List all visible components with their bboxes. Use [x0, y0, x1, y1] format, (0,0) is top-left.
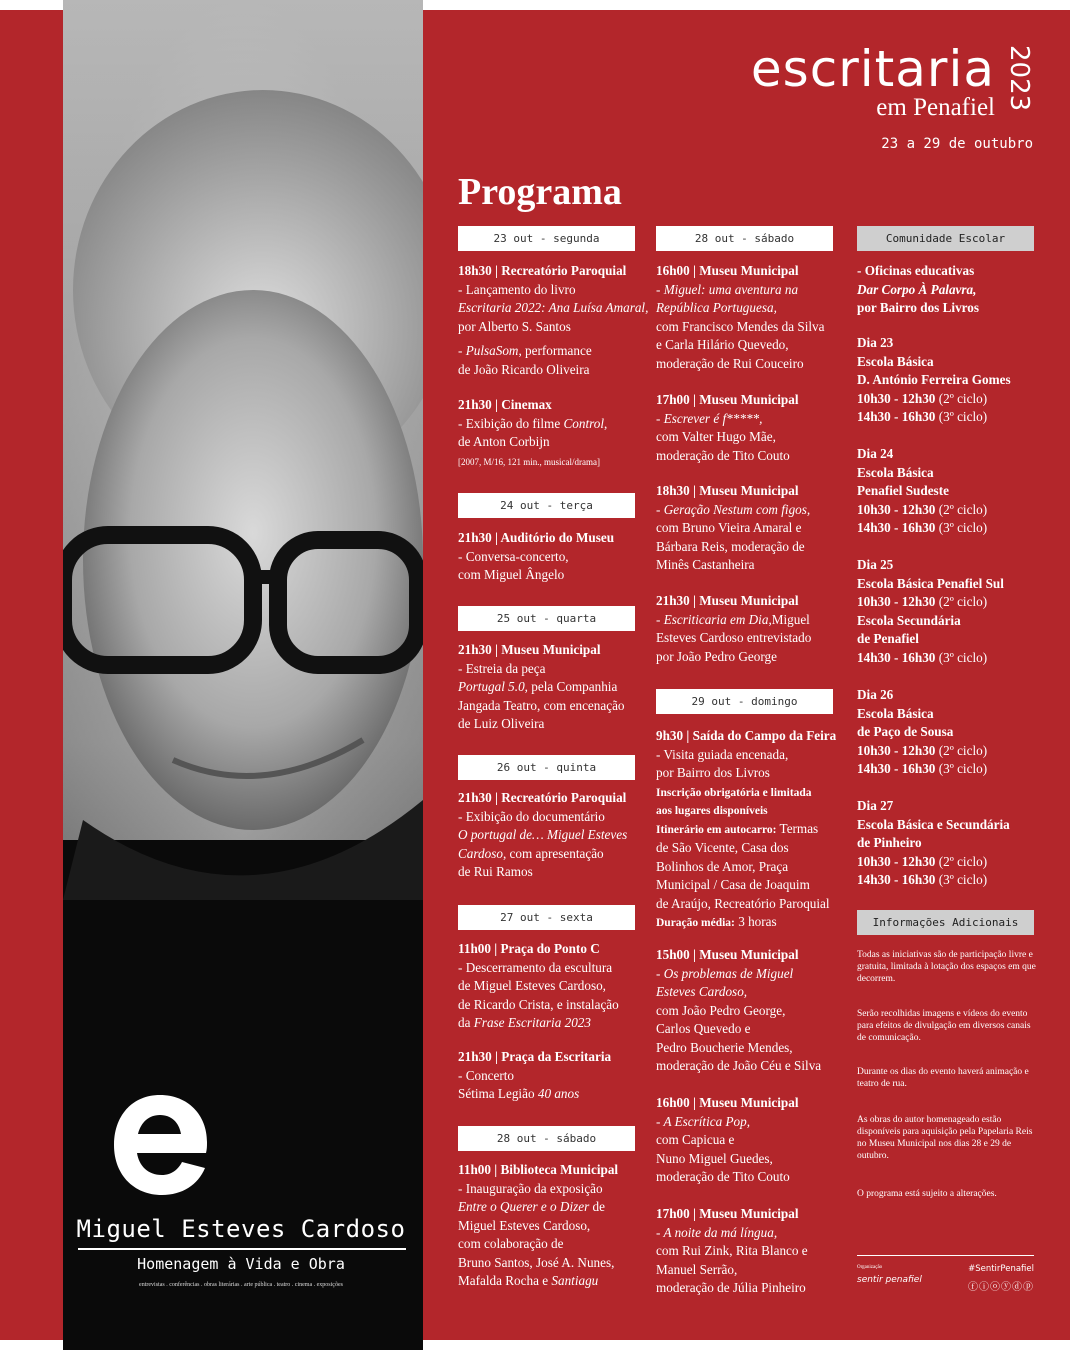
event-time-venue: 18h30 | Recreatório Paroquial: [458, 263, 627, 278]
school-cycle: (3º ciclo): [935, 872, 988, 887]
event-card: [458, 940, 619, 1033]
event-line: - A noite da má língua,: [656, 1224, 778, 1240]
event-line: - Escriticaria em Dia: [656, 611, 769, 627]
event-card: [656, 262, 824, 373]
day-header-28-morning: 28 out - sábado: [458, 1126, 635, 1151]
school-time: 10h30 - 12h30: [857, 742, 936, 758]
event-line: - Os problemas de Miguel: [656, 965, 794, 981]
school-name: Escola Básica: [857, 705, 934, 721]
event-time-venue: 15h00 | Museu Municipal: [656, 947, 799, 962]
event-line: - Exibição do filme: [458, 415, 564, 431]
hashtag: #SentirPenafiel: [968, 1264, 1034, 1274]
brand-name: escritaria: [750, 40, 995, 98]
event-line: moderação de Rui Couceiro: [656, 355, 804, 371]
workshop-line: por Bairro dos Livros: [857, 300, 980, 315]
event-line: - A Escrítica Pop,: [656, 1113, 751, 1129]
school-name: Escola Básica Penafiel Sul: [857, 575, 1004, 591]
event-line: Esteves Cardoso entrevistado: [656, 630, 812, 645]
school-cycle: (2º ciclo): [935, 501, 988, 517]
event-line: - Miguel: uma aventura na: [656, 281, 799, 297]
event-line: com Rui Zink, Rita Blanco e: [656, 1243, 808, 1258]
event-line: Frase Escritaria 2023: [473, 1015, 591, 1030]
event-line: com Valter Hugo Mãe,: [656, 429, 776, 444]
event-line: por Alberto S. Santos: [458, 318, 571, 334]
event-line: 3 horas: [734, 914, 777, 929]
day-header-29: 29 out - domingo: [656, 689, 833, 714]
school-name: Penafiel Sudeste: [857, 483, 949, 498]
info-paragraph: O programa está sujeito a alterações.: [857, 1189, 997, 1199]
school-cycle: (2º ciclo): [935, 742, 988, 758]
event-line: Control: [563, 415, 605, 431]
event-time-venue: 9h30 | Saída do Campo da Feira: [656, 728, 837, 743]
event-time-venue: 17h00 | Museu Municipal: [656, 1206, 799, 1221]
school-name: Escola Básica: [857, 353, 934, 369]
page-title: Programa: [458, 171, 622, 213]
event-line: 40 anos: [537, 1086, 580, 1101]
event-line: Portugal 5.0: [458, 679, 525, 694]
school-name: Escola Secundária: [857, 612, 961, 628]
event-line: , performance: [518, 343, 592, 358]
event-card: [458, 396, 607, 470]
event-line: Carlos Quevedo e: [656, 1021, 751, 1036]
school-time: 10h30 - 12h30: [857, 390, 936, 406]
school-name: de Penafiel: [857, 631, 919, 646]
name-divider: [78, 1248, 406, 1250]
event-line: Santiagu: [551, 1273, 599, 1288]
school-cycle: (3º ciclo): [935, 520, 988, 535]
school-time: 14h30 - 16h30: [857, 520, 936, 535]
brand-year-text: 2023: [1004, 45, 1034, 112]
event-line: com João Pedro George,: [656, 1002, 786, 1018]
school-name: Escola Básica: [857, 464, 934, 480]
school-time: 10h30 - 12h30: [857, 594, 936, 609]
event-card: [656, 727, 836, 933]
school-cycle: (3º ciclo): [935, 761, 988, 776]
event-time-venue: 16h00 | Museu Municipal: [656, 263, 799, 278]
honoree-tags: entrevistas . conferências . obras literárias . arte pública . teatro . cinema . exposições: [139, 1282, 343, 1288]
organizer-label: Organização: [857, 1265, 883, 1270]
event-time-venue: 21h30 | Museu Municipal: [458, 642, 601, 657]
event-line: Escritaria 2022: Ana Luísa Amaral,: [458, 300, 649, 315]
school-cycle: (3º ciclo): [935, 649, 988, 665]
honoree-subtitle: Homenagem à Vida e Obra: [137, 1255, 345, 1273]
school-name: D. António Ferreira Gomes: [857, 372, 1011, 387]
footer-divider: [857, 1255, 1034, 1256]
brand-city: em Penafiel: [876, 94, 995, 121]
event-card: [458, 789, 627, 882]
event-line: de Ricardo Crista, e instalação: [458, 996, 619, 1012]
school-day-card: [857, 797, 1010, 890]
workshop-line: Dar Corpo À Palavra,: [857, 281, 977, 297]
event-line: de São Vicente, Casa dos: [656, 840, 789, 855]
event-line: com Capicua e: [656, 1132, 735, 1147]
workshop-line: - Oficinas educativas: [857, 263, 975, 278]
school-day-card: [857, 334, 1011, 427]
event-line: com Bruno Vieira Amaral e: [656, 520, 802, 535]
event-line: - Lançamento do livro: [458, 281, 576, 297]
event-time-venue: 21h30 | Praça da Escritaria: [458, 1049, 612, 1064]
school-time: 10h30 - 12h30: [857, 853, 936, 869]
school-time: 14h30 - 16h30: [857, 409, 936, 424]
school-cycle: (2º ciclo): [935, 390, 988, 406]
additional-info-header: Informações Adicionais: [857, 910, 1034, 935]
school-day: Dia 24: [857, 446, 894, 461]
event-line: Mafalda Rocha e: [458, 1273, 552, 1288]
event-card: [656, 946, 821, 1076]
school-day: Dia 25: [857, 557, 894, 572]
event-line: - Estreia da peça: [458, 660, 546, 676]
school-day-card: [857, 686, 987, 779]
day-header-24: 24 out - terça: [458, 493, 635, 518]
event-time-venue: 17h00 | Museu Municipal: [656, 392, 799, 407]
event-line: - Visita guiada encenada,: [656, 746, 789, 762]
school-cycle: (2º ciclo): [935, 853, 988, 869]
day-header-25: 25 out - quarta: [458, 606, 635, 631]
event-card: [458, 1161, 618, 1291]
school-day: Dia 27: [857, 798, 894, 813]
school-cycle: (2º ciclo): [935, 594, 988, 609]
event-line: - Escrever é f*****,: [656, 410, 763, 426]
event-line: Minês Castanheira: [656, 557, 755, 572]
school-day-card: [857, 556, 1004, 667]
event-card: [458, 529, 614, 585]
event-time-venue: 21h30 | Museu Municipal: [656, 593, 799, 608]
event-line: com Francisco Mendes da Silva: [656, 318, 825, 334]
festival-dates: 23 a 29 de outubro: [881, 136, 1033, 152]
event-line: Nuno Miguel Guedes,: [656, 1150, 773, 1166]
school-time: 14h30 - 16h30: [857, 761, 936, 776]
event-line: - Conversa-concerto,: [458, 548, 569, 564]
event-line: Municipal / Casa de Joaquim: [656, 877, 810, 892]
school-time: 14h30 - 16h30: [857, 872, 936, 887]
event-line: moderação de Tito Couto: [656, 1169, 790, 1184]
brand-year: [1000, 45, 1034, 125]
event-card: [458, 262, 648, 379]
school-cycle: (3º ciclo): [935, 409, 988, 424]
event-line: Bruno Santos, José A. Nunes,: [458, 1254, 615, 1270]
event-line: ,Miguel: [768, 611, 810, 627]
event-line: Duração média:: [656, 917, 735, 929]
school-name: de Paço de Sousa: [857, 724, 954, 739]
event-line: ,: [604, 415, 608, 431]
event-line: , pela Companhia: [524, 679, 618, 694]
event-card: [656, 592, 811, 666]
event-time-venue: 21h30 | Auditório do Museu: [458, 530, 615, 545]
event-line: , com apresentação: [502, 845, 604, 861]
event-card: [656, 1094, 799, 1187]
event-line: de Luiz Oliveira: [458, 716, 545, 731]
info-paragraph: As obras do autor homenageado estão disponíveis para aquisição pela Papelaria Reis no Museu Municipal nos dias 28 e 29 de outubro.: [857, 1115, 1033, 1161]
event-time-venue: 18h30 | Museu Municipal: [656, 483, 799, 498]
event-line: de Rui Ramos: [458, 864, 533, 879]
event-line: moderação de Júlia Pinheiro: [656, 1280, 806, 1295]
day-header-28: 28 out - sábado: [656, 226, 833, 251]
day-header-26: 26 out - quinta: [458, 755, 635, 780]
event-line: Cardoso: [458, 845, 503, 861]
event-line: de Miguel Esteves Cardoso,: [458, 978, 606, 993]
event-line: por João Pedro George: [656, 648, 777, 664]
school-time: 10h30 - 12h30: [857, 501, 936, 517]
school-name: de Pinheiro: [857, 835, 922, 850]
event-line: de Anton Corbijn: [458, 434, 550, 449]
workshop-card: [857, 262, 979, 318]
day-header-23: 23 out - segunda: [458, 226, 635, 251]
event-line: Bárbara Reis, moderação de: [656, 538, 805, 554]
event-card: [656, 1205, 808, 1298]
event-line: - Descerramento da escultura: [458, 959, 613, 975]
event-line: República Portuguesa,: [656, 300, 777, 315]
event-time-venue: 11h00 | Praça do Ponto C: [458, 941, 600, 956]
event-line: Entre o Querer e o Dizer: [458, 1199, 590, 1214]
event-line: - PulsaSom: [458, 343, 519, 358]
event-line: Inscrição obrigatória e limitada: [656, 786, 812, 799]
event-line: Termas: [776, 820, 819, 836]
event-line: Esteves Cardoso,: [656, 984, 748, 999]
event-line: - Concerto: [458, 1067, 515, 1083]
event-line: e Carla Hilário Quevedo,: [656, 337, 789, 352]
event-card: [656, 482, 810, 575]
event-line: aos lugares disponíveis: [656, 805, 768, 817]
event-time-venue: 16h00 | Museu Municipal: [656, 1095, 799, 1110]
honoree-name: Miguel Esteves Cardoso: [76, 1215, 406, 1243]
event-line: moderação de Tito Couto: [656, 447, 790, 463]
school-community-header: Comunidade Escolar: [857, 226, 1034, 251]
escritaria-e-logo: [110, 1090, 210, 1200]
event-line: - Inauguração da exposição: [458, 1180, 603, 1196]
event-line: Bolinhos de Amor, Praça: [656, 858, 789, 874]
event-line: moderação de João Céu e Silva: [656, 1058, 822, 1073]
social-icons: ⓕⓘⓞⓨⓓⓟ: [968, 1282, 1034, 1293]
event-line: Itinerário em autocarro:: [656, 823, 777, 836]
school-day-card: [857, 445, 987, 538]
event-line: Miguel Esteves Cardoso,: [458, 1217, 591, 1233]
event-line: por Bairro dos Livros: [656, 765, 770, 780]
organizer-logo: sentir penafiel: [857, 1275, 922, 1285]
event-line: O portugal de… Miguel Esteves: [458, 827, 628, 842]
info-paragraph: Todas as iniciativas são de participação livre e gratuita, limitada à lotação dos espaços em que decorrem.: [857, 950, 1036, 984]
school-day: Dia 26: [857, 687, 894, 702]
event-card: [656, 391, 799, 465]
event-line: Jangada Teatro, com encenação: [458, 697, 625, 713]
event-line: com colaboração de: [458, 1236, 564, 1251]
event-line: de João Ricardo Oliveira: [458, 361, 590, 377]
event-line: [2007, M/16, 121 min., musical/drama]: [458, 456, 600, 467]
event-time-venue: 21h30 | Cinemax: [458, 397, 552, 412]
info-paragraph: Serão recolhidas imagens e vídeos do evento para efeitos de divulgação em diversos canais de comunicação.: [857, 1009, 1031, 1043]
school-day: Dia 23: [857, 335, 894, 350]
school-time: 14h30 - 16h30: [857, 649, 936, 665]
event-line: de: [589, 1199, 605, 1214]
event-line: da: [458, 1015, 474, 1030]
day-header-27: 27 out - sexta: [458, 905, 635, 930]
event-card: [458, 641, 625, 734]
event-line: de Araújo, Recreatório Paroquial: [656, 895, 830, 911]
event-card: [458, 1048, 611, 1104]
event-line: Sétima Legião: [458, 1086, 538, 1101]
info-paragraph: Durante os dias do evento haverá animação e teatro de rua.: [857, 1067, 1029, 1089]
event-time-venue: 11h00 | Biblioteca Municipal: [458, 1162, 619, 1177]
event-line: - Exibição do documentário: [458, 808, 605, 824]
event-time-venue: 21h30 | Recreatório Paroquial: [458, 790, 627, 805]
event-line: Pedro Boucherie Mendes,: [656, 1039, 793, 1055]
school-name: Escola Básica e Secundária: [857, 816, 1010, 832]
event-line: com Miguel Ângelo: [458, 567, 565, 582]
event-line: - Geração Nestum com figos,: [656, 501, 811, 517]
event-line: Manuel Serrão,: [656, 1261, 738, 1277]
